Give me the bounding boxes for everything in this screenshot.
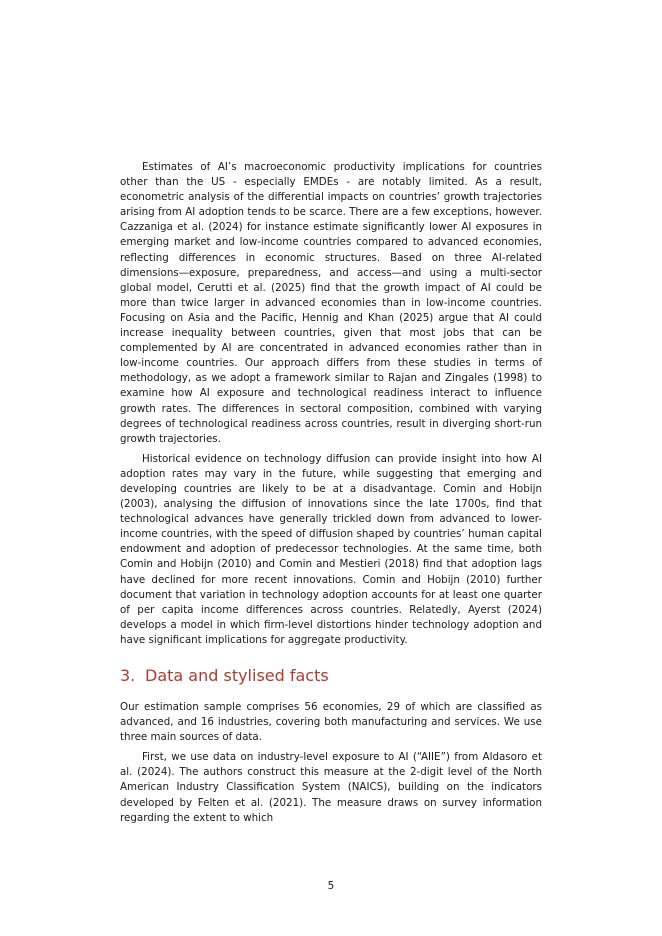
paragraph-ai-macro-estimates: Estimates of AI’s macroeconomic productivity implications for countries other than the US - especially EMDEs - are notably limited. As a result, econometric analysis of the differential impacts on countries’ growth trajectories arising from AI adoption tends to be scarce. There are a few exceptions, however. Cazzaniga et al. (2024) for instance estimate significantly lower AI exposures in emerging market and low-income countries compared to advanced economies, reflecting differences in economic structures. Based on three AI-related dimensions—exposure, preparedness, and access—and using a multi-sector global model, Cerutti et al. (2025) find that the growth impact of AI could be more than twice larger in advanced economies than in low-income countries. Focusing on Asia and the Pacific, Hennig and Khan (2025) argue that AI could increase inequality between countries, given that most jobs that can be complemented by AI are concentrated in advanced economies rather than in low-income countries. Our approach differs from these studies in terms of methodology, as we adopt a framework similar to Rajan and Zingales (1998) to examine how AI exposure and technological readiness interact to influence growth rates. The differences in sectoral composition, combined with varying degrees of technological readiness across countries, result in diverging short-run growth trajectories. [120, 161, 542, 445]
section-number: 3. [120, 666, 136, 685]
paragraph-estimation-sample: Our estimation sample comprises 56 economies, 29 of which are classified as advanced, and 16 industries, covering both manufacturing and services. We use three main sources of data. [120, 701, 542, 744]
page-body [120, 160, 542, 826]
paragraph-aiie-data: First, we use data on industry-level exposure to AI (“AIIE”) from Aldasoro et al. (2024). The authors construct this measure at the 2-digit level of the North American Industry Classification System (NAICS), building on the indicators developed by Felten et al. (2021). The measure draws on survey information regarding the extent to which [120, 751, 542, 824]
paragraph-technology-diffusion: Historical evidence on technology diffusion can provide insight into how AI adoption rates may vary in the future, while suggesting that emerging and developing countries are likely to be at a disadvantage. Comin and Hobijn (2003), analysing the diffusion of innovations since the late 1700s, find that technological advances have generally trickled down from advanced to lower-income countries, with the speed of diffusion shaped by countries’ human capital endowment and adoption of predecessor technologies. At the same time, both Comin and Hobijn (2010) and Comin and Mestieri (2018) find that adoption lags have declined for more recent innovations. Comin and Hobijn (2010) further document that variation in technology adoption accounts for at least one quarter of per capita income differences across countries. Relatedly, Ayerst (2024) develops a model in which firm-level distortions hinder technology adoption and have significant implications for aggregate productivity. [120, 452, 542, 646]
page-number: 5 [327, 880, 335, 892]
section-heading [120, 666, 542, 686]
section-title: Data and stylised facts [145, 666, 329, 685]
